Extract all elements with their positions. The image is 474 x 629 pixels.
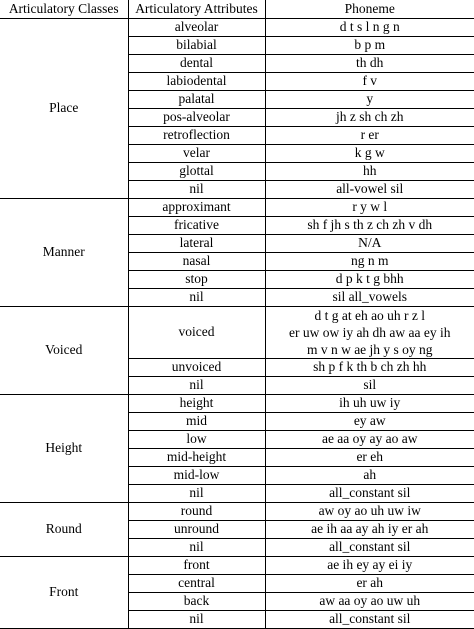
attribute-cell: labiodental: [128, 73, 265, 91]
attribute-cell: approximant: [128, 199, 265, 217]
phoneme-cell: r er: [265, 127, 474, 145]
attribute-cell: palatal: [128, 91, 265, 109]
phoneme-cell: hh: [265, 163, 474, 181]
attribute-cell: central: [128, 575, 265, 593]
phoneme-cell: f v: [265, 73, 474, 91]
header-phoneme: Phoneme: [265, 0, 474, 19]
phoneme-cell: all_constant sil: [265, 611, 474, 629]
phoneme-cell: d t s l n g n: [265, 19, 474, 37]
phoneme-line: d t g at eh ao uh r z l: [314, 308, 426, 323]
phoneme-cell: jh z sh ch zh: [265, 109, 474, 127]
attribute-cell: dental: [128, 55, 265, 73]
header-articulatory-classes: Articulatory Classes: [0, 0, 128, 19]
phoneme-cell: ng n m: [265, 253, 474, 271]
phoneme-cell: ey aw: [265, 413, 474, 431]
attribute-cell: unround: [128, 521, 265, 539]
attribute-cell: pos-alveolar: [128, 109, 265, 127]
attribute-cell: height: [128, 395, 265, 413]
attribute-cell: mid-height: [128, 449, 265, 467]
phoneme-cell: er eh: [265, 449, 474, 467]
table-row: [0, 503, 474, 521]
class-cell: Round: [0, 503, 128, 557]
table-body: [0, 19, 474, 629]
phoneme-cell: sil: [265, 377, 474, 395]
attribute-cell: nil: [128, 289, 265, 307]
phoneme-cell: sh p f k th b ch zh hh: [265, 359, 474, 377]
phoneme-cell: ae ih ey ay ei iy: [265, 557, 474, 575]
phoneme-cell: all_constant sil: [265, 539, 474, 557]
phoneme-cell: y: [265, 91, 474, 109]
phoneme-cell: N/A: [265, 235, 474, 253]
attribute-cell: lateral: [128, 235, 265, 253]
attribute-cell: velar: [128, 145, 265, 163]
class-cell: Place: [0, 19, 128, 199]
attribute-cell: nil: [128, 181, 265, 199]
phoneme-cell: k g w: [265, 145, 474, 163]
phoneme-cell: all-vowel sil: [265, 181, 474, 199]
table-row: [0, 307, 474, 359]
phoneme-cell: all_constant sil: [265, 485, 474, 503]
attribute-cell: bilabial: [128, 37, 265, 55]
phoneme-cell: ah: [265, 467, 474, 485]
phoneme-cell: ih uh uw iy: [265, 395, 474, 413]
phoneme-cell: d p k t g bhh: [265, 271, 474, 289]
table-row: [0, 395, 474, 413]
attribute-cell: back: [128, 593, 265, 611]
header-articulatory-attributes: Articulatory Attributes: [128, 0, 265, 19]
attribute-cell: fricative: [128, 217, 265, 235]
class-cell: Front: [0, 557, 128, 629]
attribute-cell: retroflection: [128, 127, 265, 145]
attribute-cell: nil: [128, 539, 265, 557]
table-row: [0, 199, 474, 217]
attribute-cell: alveolar: [128, 19, 265, 37]
phoneme-cell: ae ih aa ay ah iy er ah: [265, 521, 474, 539]
phoneme-cell: aw oy ao uh uw iw: [265, 503, 474, 521]
attribute-cell: unvoiced: [128, 359, 265, 377]
phoneme-cell: th dh: [265, 55, 474, 73]
attribute-cell: nil: [128, 377, 265, 395]
attribute-cell: nil: [128, 485, 265, 503]
class-cell: Voiced: [0, 307, 128, 395]
phoneme-line: m v n w ae jh y s oy ng: [306, 342, 433, 357]
phoneme-cell: aw aa oy ao uw uh: [265, 593, 474, 611]
table-row: [0, 557, 474, 575]
attribute-cell: low: [128, 431, 265, 449]
phoneme-cell: b p m: [265, 37, 474, 55]
table-row: [0, 19, 474, 37]
phoneme-cell: [265, 307, 474, 359]
attribute-cell: glottal: [128, 163, 265, 181]
table-header: [0, 0, 474, 19]
phoneme-cell: er ah: [265, 575, 474, 593]
phoneme-line: er uw ow iy ah dh aw aa ey ih: [288, 325, 451, 340]
attribute-cell: front: [128, 557, 265, 575]
attribute-cell: nasal: [128, 253, 265, 271]
phoneme-cell: r y w l: [265, 199, 474, 217]
attribute-cell: mid-low: [128, 467, 265, 485]
header-row: [0, 0, 474, 19]
class-cell: Height: [0, 395, 128, 503]
attribute-cell: stop: [128, 271, 265, 289]
attribute-cell: round: [128, 503, 265, 521]
attribute-cell: voiced: [128, 307, 265, 359]
attribute-cell: nil: [128, 611, 265, 629]
phoneme-cell: sh f jh s th z ch zh v dh: [265, 217, 474, 235]
phoneme-cell: ae aa oy ay ao aw: [265, 431, 474, 449]
phoneme-cell: sil all_vowels: [265, 289, 474, 307]
attribute-cell: mid: [128, 413, 265, 431]
class-cell: Manner: [0, 199, 128, 307]
